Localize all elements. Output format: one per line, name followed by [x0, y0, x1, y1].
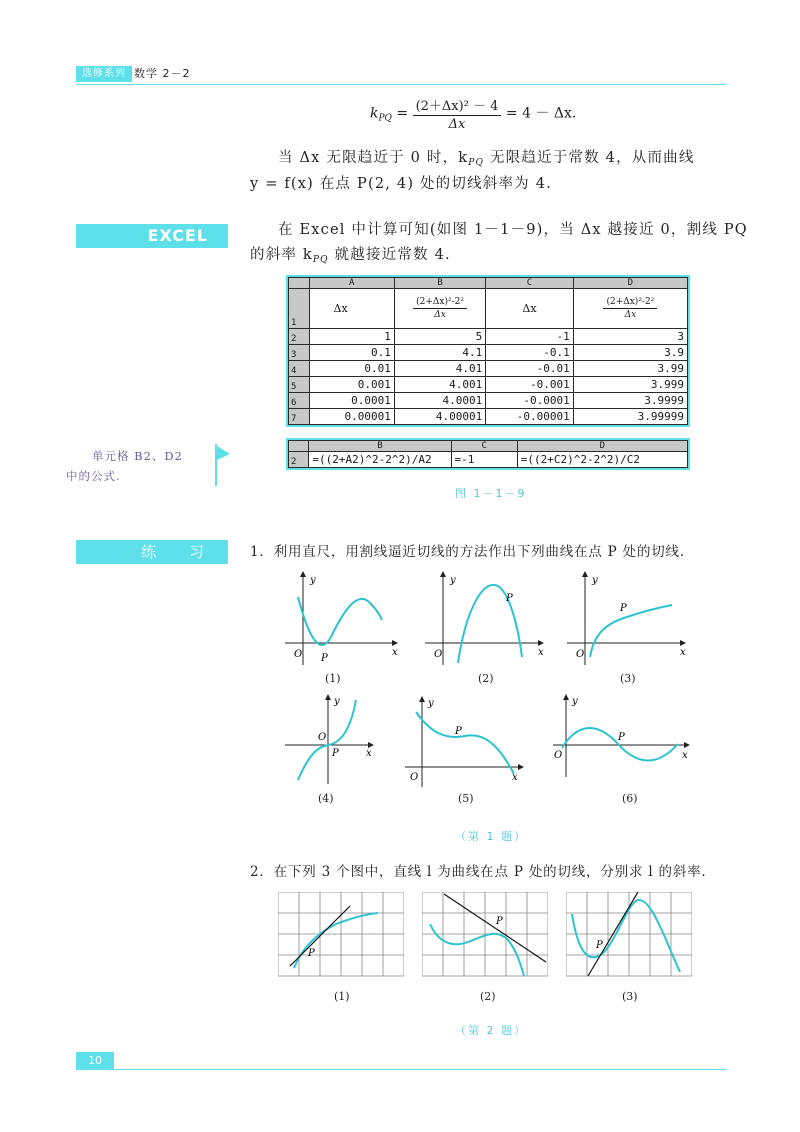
svg-text:P: P [321, 653, 328, 664]
q1-label-3: (3) [620, 672, 636, 685]
col-header-d: D [517, 441, 687, 452]
cell[interactable]: -0.01 [486, 361, 574, 377]
svg-text:P: P [618, 732, 625, 743]
svg-text:y: y [428, 698, 434, 709]
formula-numerator: (2＋Δx)² － 4 [413, 95, 502, 116]
q1-graph-3 [562, 565, 692, 685]
formula-denominator: Δx [448, 117, 466, 132]
col-header-a: A [309, 278, 394, 289]
svg-text:x: x [680, 647, 686, 658]
q1-graph-6 [548, 692, 698, 792]
col-header-c: C [451, 441, 517, 452]
svg-text:O: O [434, 649, 443, 660]
formula-cell-c2[interactable]: =-1 [451, 452, 517, 468]
svg-text:y: y [572, 696, 578, 707]
cell[interactable]: -1 [486, 329, 574, 345]
svg-text:P: P [506, 593, 513, 604]
cell[interactable]: 4.00001 [394, 409, 485, 425]
svg-text:x: x [512, 772, 518, 783]
col-header-b: B [394, 278, 485, 289]
flag-marker-icon [214, 444, 232, 488]
col-header-c: C [486, 278, 574, 289]
cell[interactable]: 1 [309, 329, 394, 345]
q2-graph-3 [566, 892, 692, 978]
formula-lhs-sub: PQ [378, 113, 392, 124]
cell-d1[interactable]: $\frac{\text{(2+Δx)²-2²}}{\Delta x}$ [573, 289, 687, 329]
svg-text:y: y [592, 575, 598, 586]
practice-label: 练 习 [76, 540, 228, 564]
cell[interactable]: -0.1 [486, 345, 574, 361]
q1-graph-1 [280, 565, 400, 685]
svg-text:O: O [294, 649, 303, 660]
svg-text:P: P [496, 916, 503, 927]
header-rule [76, 84, 726, 85]
svg-text:y: y [310, 575, 316, 586]
svg-text:O: O [318, 732, 327, 743]
cell[interactable]: 5 [394, 329, 485, 345]
table-row: 5 0.001 4.001 -0.001 3.999 [289, 377, 688, 393]
table-row: 2 1 5 -1 3 [289, 329, 688, 345]
cell[interactable]: 3.9 [573, 345, 687, 361]
para2-line2: 的斜率 $k_{PQ}$ 就越接近常数 4. [250, 247, 451, 265]
cell-b1[interactable]: $\frac{\text{(2+Δx)²-2²}}{\Delta x}$ [394, 289, 485, 329]
cell[interactable]: 3.999 [573, 377, 687, 393]
row-number: 1 [289, 289, 310, 329]
col-header-d: D [573, 278, 687, 289]
cell[interactable]: 4.001 [394, 377, 485, 393]
header-series-badge: 选修系列 [76, 66, 132, 82]
svg-text:y: y [334, 696, 340, 707]
q1-label-4: (4) [318, 792, 334, 805]
cell[interactable]: -0.001 [486, 377, 574, 393]
svg-text:P: P [332, 748, 339, 759]
cell[interactable]: -0.00001 [486, 409, 574, 425]
formula-eq: = [396, 105, 409, 122]
svg-text:P: P [620, 603, 627, 614]
page-number: 10 [76, 1052, 114, 1070]
cell[interactable]: 4.0001 [394, 393, 485, 409]
cell[interactable]: -0.0001 [486, 393, 574, 409]
q1-label-5: (5) [458, 792, 474, 805]
q1-label-1: (1) [325, 672, 341, 685]
cell[interactable]: 3.9999 [573, 393, 687, 409]
q2-caption: （第 2 题） [455, 1024, 527, 1037]
cell-a1[interactable]: Δx [309, 289, 394, 329]
svg-text:x: x [538, 647, 544, 658]
formula-cell-b2[interactable]: =((2+A2)^2-2^2)/A2 [309, 452, 451, 468]
table-row: 4 0.01 4.01 -0.01 3.99 [289, 361, 688, 377]
formula-lhs: k [370, 105, 379, 122]
svg-text:x: x [366, 748, 372, 759]
figure-caption: 图 1－1－9 [455, 487, 527, 500]
cell-c1[interactable]: Δx [486, 289, 574, 329]
q1-label-6: (6) [622, 792, 638, 805]
q2-label-2: (2) [480, 990, 496, 1003]
q2-label-3: (3) [622, 990, 638, 1003]
para1-line1: 当 Δx 无限趋近于 0 时，$k_{PQ}$ 无限趋近于常数 4，从而曲线 [278, 150, 695, 168]
slope-formula [370, 95, 576, 132]
table-row: 7 0.00001 4.00001 -0.00001 3.99999 [289, 409, 688, 425]
q1-label-2: (2) [478, 672, 494, 685]
svg-text:x: x [392, 647, 398, 658]
q1-caption: （第 1 题） [455, 830, 527, 843]
svg-text:y: y [450, 575, 456, 586]
table-row: 6 0.0001 4.0001 -0.0001 3.9999 [289, 393, 688, 409]
svg-text:P: P [308, 948, 315, 959]
col-header-b: B [309, 441, 451, 452]
q1-graph-2 [420, 565, 550, 685]
svg-text:O: O [410, 772, 419, 783]
cell[interactable]: 0.01 [309, 361, 394, 377]
cell[interactable]: 0.0001 [309, 393, 394, 409]
svg-text:O: O [576, 649, 585, 660]
footer-rule [76, 1069, 726, 1070]
side-note: 单元格 B2、D2 中的公式. [66, 449, 183, 483]
q2-graph-1 [278, 892, 404, 978]
svg-text:P: P [596, 940, 603, 951]
q2-graph-2 [422, 892, 548, 978]
cell[interactable]: 3.99999 [573, 409, 687, 425]
svg-text:P: P [455, 726, 462, 737]
cell[interactable]: 4.1 [394, 345, 485, 361]
cell[interactable]: 0.001 [309, 377, 394, 393]
para2-line1: 在 Excel 中计算可知(如图 1－1－9)，当 Δx 越接近 0，割线 PQ [278, 222, 748, 238]
svg-text:x: x [682, 750, 688, 761]
para1-line2: y = f(x) 在点 P(2, 4) 处的切线斜率为 4. [250, 176, 552, 192]
excel-label: EXCEL [76, 224, 228, 248]
svg-text:O: O [554, 750, 563, 761]
question-2: 2．在下列 3 个图中，直线 l 为曲线在点 P 处的切线，分别求 l 的斜率. [250, 864, 707, 880]
spreadsheet-values [286, 275, 690, 427]
header-subject: 数学 2－2 [134, 67, 191, 80]
table-row: 3 0.1 4.1 -0.1 3.9 [289, 345, 688, 361]
spreadsheet-formulas: B C D 2 =((2+A2)^2-2^2)/A2 =-1 =((2+C2)^2-2^2)/C2 [286, 438, 690, 470]
question-1: 1．利用直尺，用割线逼近切线的方法作出下列曲线在点 P 处的切线. [250, 544, 685, 560]
cell[interactable]: 3.99 [573, 361, 687, 377]
cell[interactable]: 0.1 [309, 345, 394, 361]
formula-rhs: = 4 － Δx. [505, 105, 577, 122]
q1-graph-4 [280, 692, 380, 792]
q2-label-1: (1) [334, 990, 350, 1003]
cell[interactable]: 4.01 [394, 361, 485, 377]
q1-graph-5 [400, 692, 535, 792]
formula-fraction [413, 95, 502, 132]
cell[interactable]: 3 [573, 329, 687, 345]
cell[interactable]: 0.00001 [309, 409, 394, 425]
formula-cell-d2[interactable]: =((2+C2)^2-2^2)/C2 [517, 452, 687, 468]
